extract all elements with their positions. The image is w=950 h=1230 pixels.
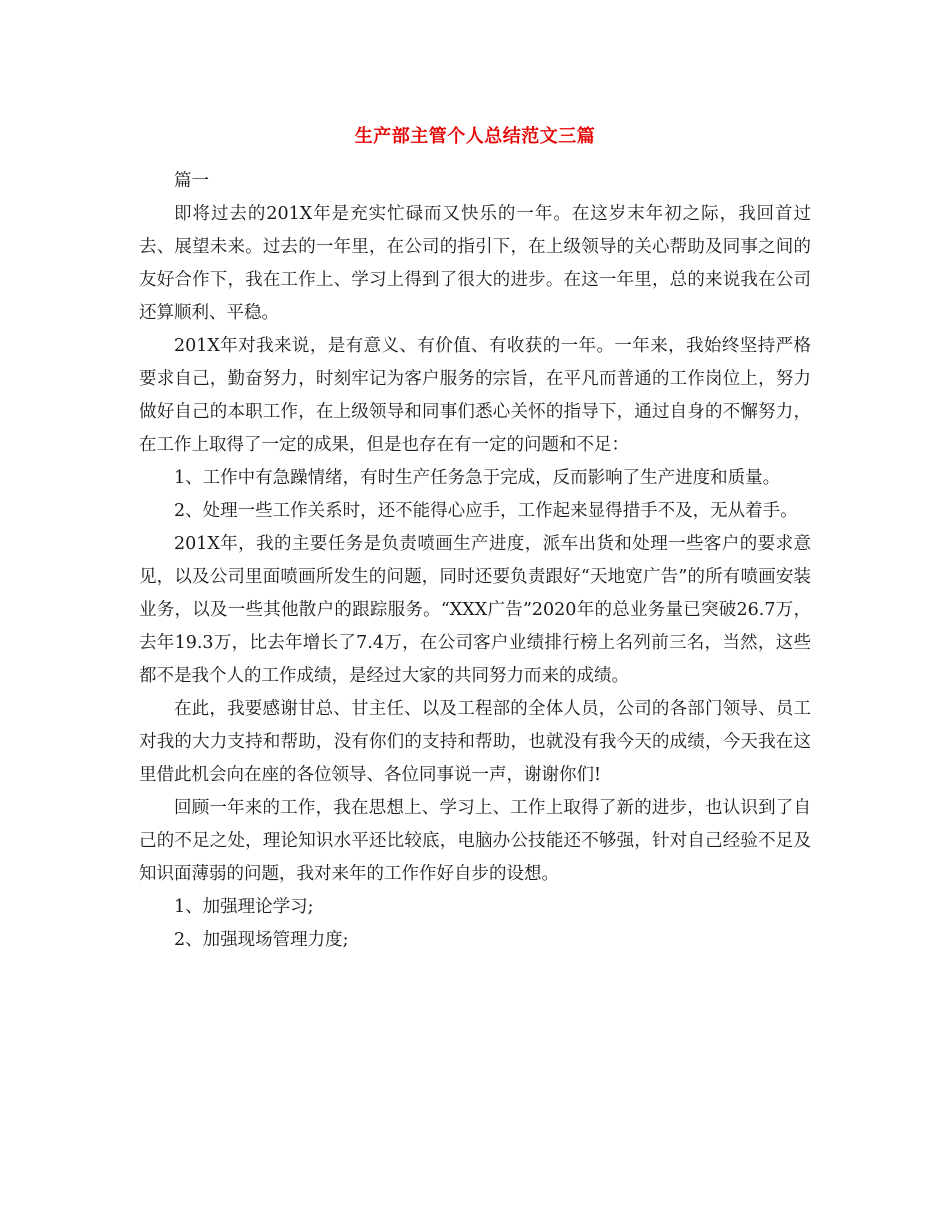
paragraph: 201X年对我来说，是有意义、有价值、有收获的一年。一年来，我始终坚持严格要求自己，勤奋努力，时刻牢记为客户服务的宗旨，在平凡而普通的工作岗位上，努力做好自己的本职工作，在上级领导和同事们悉心关怀的指导下，通过自身的不懈努力，在工作上取得了一定的成果，但是也存在有一定的问题和不足： <box>139 336 811 455</box>
list-item: 2、加强现场管理力度; <box>174 930 349 950</box>
paragraph: 201X年，我的主要任务是负责喷画生产进度，派车出货和处理一些客户的要求意见，以及公司里面喷画所发生的问题，同时还要负责跟好“天地宽广告”的所有喷画安装业务，以及一些其他散户的跟踪服务。“XXX广告”2020年的总业务量已突破26.7万，去年19.3万，比去年增长了7.4万，在公司客户业绩排行榜上名列前三名，当然，这些都不是我个人的工作成绩，是经过大家的共同努力而来的成绩。 <box>139 534 811 686</box>
list-item: 2、处理一些工作关系时，还不能得心应手，工作起来显得措手不及，无从着手。 <box>174 501 798 521</box>
list-item: 1、工作中有急躁情绪，有时生产任务急于完成，反而影响了生产进度和质量。 <box>174 468 781 488</box>
document-title: 生产部主管个人总结范文三篇 <box>354 126 596 147</box>
document-body <box>139 165 811 957</box>
paragraph: 即将过去的201X年是充实忙碌而又快乐的一年。在这岁末年初之际，我回首过去、展望未来。过去的一年里，在公司的指引下，在上级领导的关心帮助及同事之间的友好合作下，我在工作上、学习上得到了很大的进步。在这一年里，总的来说我在公司还算顺利、平稳。 <box>139 204 811 323</box>
paragraph: 在此，我要感谢甘总、甘主任、以及工程部的全体人员，公司的各部门领导、员工对我的大力支持和帮助，没有你们的支持和帮助，也就没有我今天的成绩，今天我在这里借此机会向在座的各位领导、各位同事说一声，谢谢你们! <box>139 699 811 785</box>
list-item: 1、加强理论学习; <box>174 897 314 917</box>
section-heading: 篇一 <box>174 171 209 191</box>
paragraph: 回顾一年来的工作，我在思想上、学习上、工作上取得了新的进步，也认识到了自己的不足之处，理论知识水平还比较底，电脑办公技能还不够强，针对自己经验不足及知识面薄弱的问题，我对来年的工作作好自步的设想。 <box>139 798 811 884</box>
